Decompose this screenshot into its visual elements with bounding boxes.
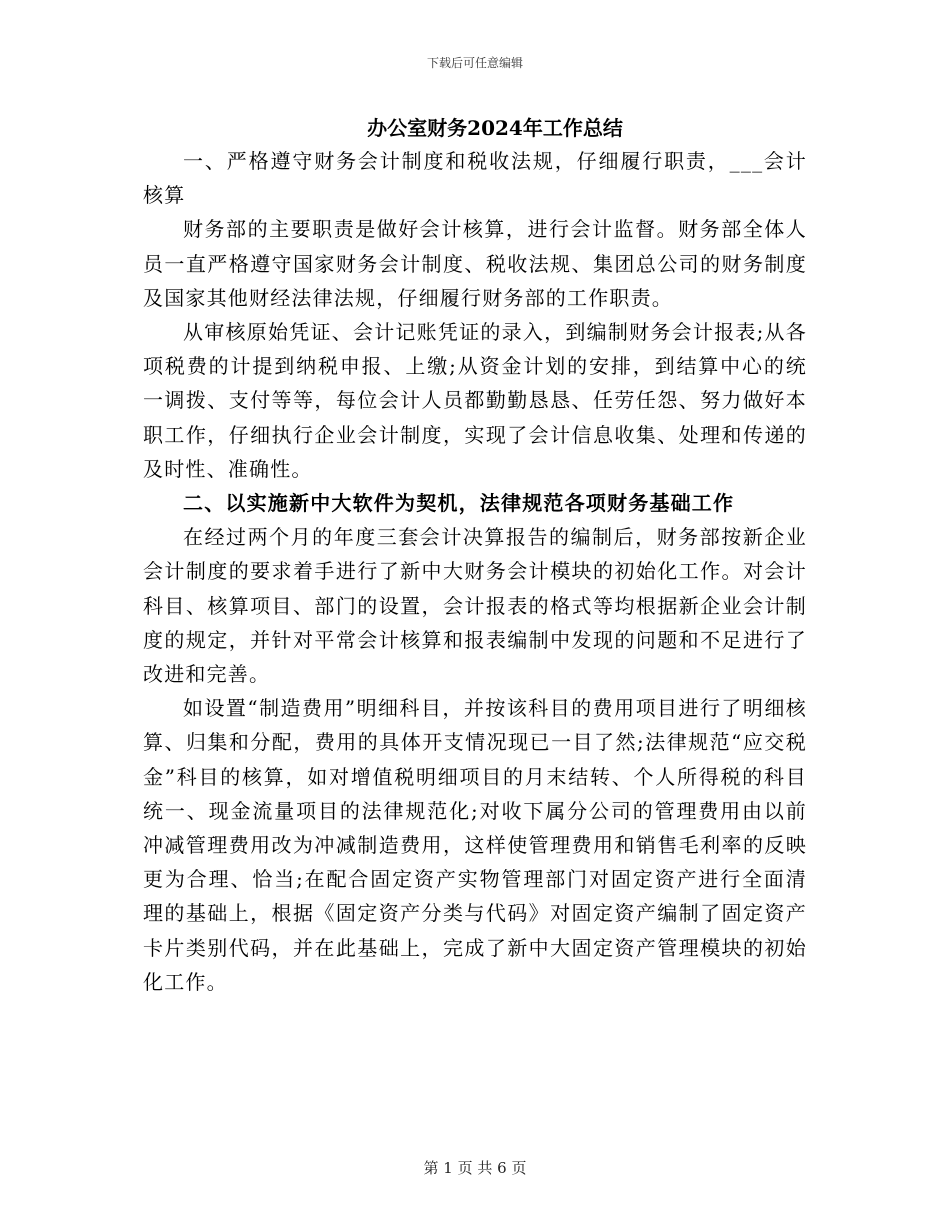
paragraph: 在经过两个月的年度三套会计决算报告的编制后，财务部按新企业会计制度的要求着手进行了新中大财务会计模块的初始化工作。对会计科目、核算项目、部门的设置，会计报表的格式等均根据新企业会计制度的规定，并针对平常会计核算和报表编制中发现的问题和不足进行了改进和完善。: [143, 525, 807, 687]
header-note: 下载后可任意编辑: [426, 56, 523, 70]
section-heading-2: 二、以实施新中大软件为契机，法律规范各项财务基础工作: [183, 491, 735, 516]
paragraph: 财务部的主要职责是做好会计核算，进行会计监督。财务部全体人员一直严格遵守国家财务会计制度、税收法规、集团总公司的财务制度及国家其他财经法律法规，仔细履行财务部的工作职责。: [143, 217, 807, 310]
document-title: 办公室财务2024年工作总结: [367, 116, 623, 140]
section-heading-1: 一、严格遵守财务会计制度和税收法规，仔细履行职责，___会计核算: [143, 149, 807, 208]
document-body: [143, 112, 807, 999]
page-number-footer: 第 1 页 共 6 页: [423, 1159, 527, 1177]
paragraph: 从审核原始凭证、会计记账凭证的录入，到编制财务会计报表;从各项税费的计提到纳税申报、上缴;从资金计划的安排，到结算中心的统一调拨、支付等等，每位会计人员都勤勤恳恳、任劳任怨、努力做好本职工作，仔细执行企业会计制度，实现了会计信息收集、处理和传递的及时性、准确性。: [143, 320, 807, 481]
paragraph: 如设置“制造费用”明细科目，并按该科目的费用项目进行了明细核算、归集和分配，费用的具体开支情况现已一目了然;法律规范“应交税金”科目的核算，如对增值税明细项目的月末结转、个人所得税的科目统一、现金流量项目的法律规范化;对收下属分公司的管理费用由以前冲减管理费用改为冲减制造费用，这样使管理费用和销售毛利率的反映更为合理、恰当;在配合固定资产实物管理部门对固定资产进行全面清理的基础上，根据《固定资产分类与代码》对固定资产编制了固定资产卡片类别代码，并在此基础上，完成了新中大固定资产管理模块的初始化工作。: [143, 696, 807, 994]
